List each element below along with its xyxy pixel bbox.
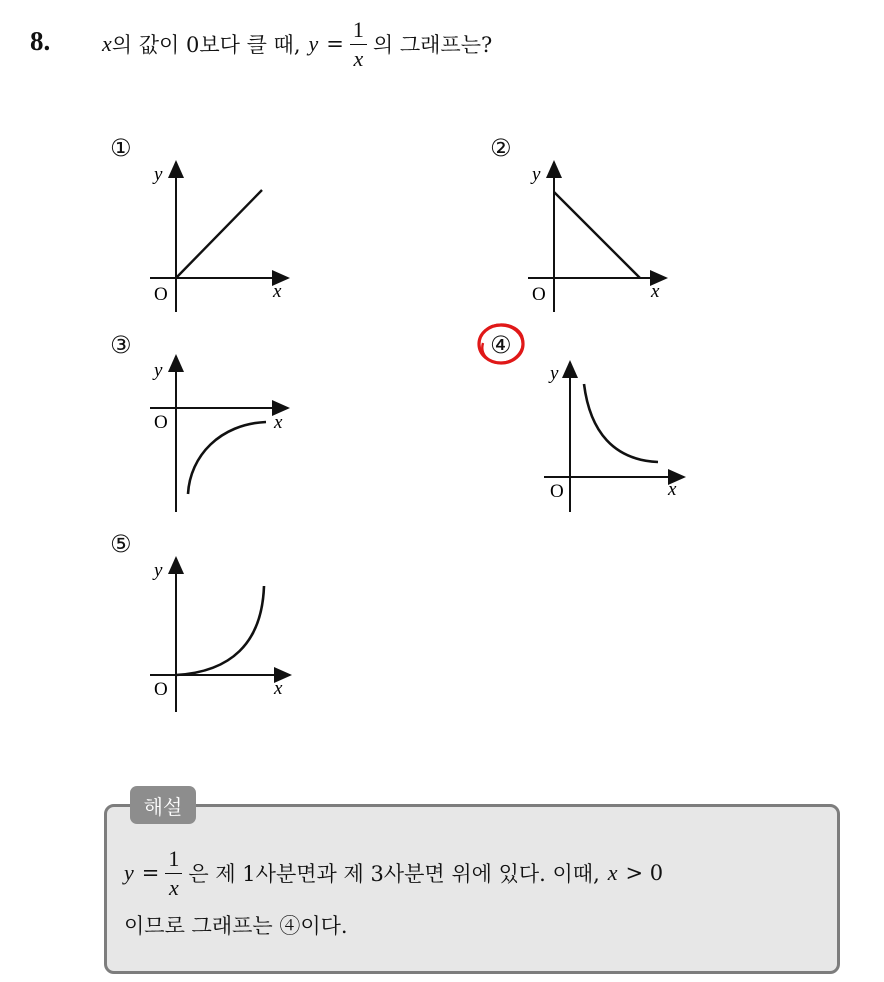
graph-curve [188, 422, 266, 494]
fraction-denominator: x [353, 45, 364, 71]
question-text [102, 14, 492, 74]
solution-line-1-text: 은 제 1사분면과 제 3사분면 위에 있다. 이때, [188, 862, 600, 886]
x-axis-label: x [651, 281, 660, 302]
x-axis-label: x [274, 678, 283, 699]
y-axis-label: y [154, 560, 163, 581]
solution-fraction [165, 845, 182, 900]
y-axis-label: y [154, 360, 163, 381]
choice-2-label[interactable]: ② [490, 134, 512, 162]
solution-cond-x: x [607, 860, 618, 885]
question-text-part2: 의 그래프는? [372, 33, 493, 57]
x-axis-label: x [668, 479, 677, 500]
choice-1-label[interactable]: ① [110, 134, 132, 162]
x-axis-label: x [274, 412, 283, 433]
solution-tag: 해설 [130, 786, 196, 824]
question-var-x: x [102, 31, 112, 56]
origin-label: O [532, 284, 546, 305]
question-fraction [350, 16, 367, 71]
choice-4-graph [534, 352, 704, 522]
question-number: 8. [30, 26, 51, 56]
solution-equals: = [141, 861, 160, 885]
question-var-y: y [308, 31, 319, 56]
fraction-numerator: 1 [352, 16, 364, 42]
solution-cond-rest: > 0 [625, 861, 664, 885]
graph-curve [554, 192, 640, 278]
choice-3-graph [140, 346, 310, 516]
origin-label: O [154, 679, 168, 700]
graph-curve [176, 190, 262, 278]
choice-4-label[interactable]: ④ [490, 331, 512, 359]
fraction-numerator: 1 [168, 845, 180, 871]
x-axis-label: x [273, 281, 282, 302]
choice-5-graph [140, 548, 310, 718]
solution-line-1 [124, 838, 663, 908]
origin-label: O [550, 481, 564, 502]
y-axis-label: y [154, 164, 163, 185]
solution-line-2: 이므로 그래프는 ④이다. [124, 914, 348, 938]
graph-curve [584, 384, 658, 462]
origin-label: O [154, 284, 168, 305]
choice-5-label[interactable]: ⑤ [110, 530, 132, 558]
y-axis-label: y [532, 164, 541, 185]
choice-1-graph [140, 152, 310, 322]
origin-label: O [154, 412, 168, 433]
y-axis-label: y [550, 363, 559, 384]
question-text-part1: 의 값이 0보다 클 때, [111, 33, 301, 57]
choice-2-graph [518, 152, 688, 322]
choice-3-label[interactable]: ③ [110, 331, 132, 359]
graph-curve [176, 586, 264, 675]
question-equals: = [326, 32, 344, 56]
solution-var-y: y [124, 860, 134, 885]
fraction-denominator: x [168, 874, 179, 900]
